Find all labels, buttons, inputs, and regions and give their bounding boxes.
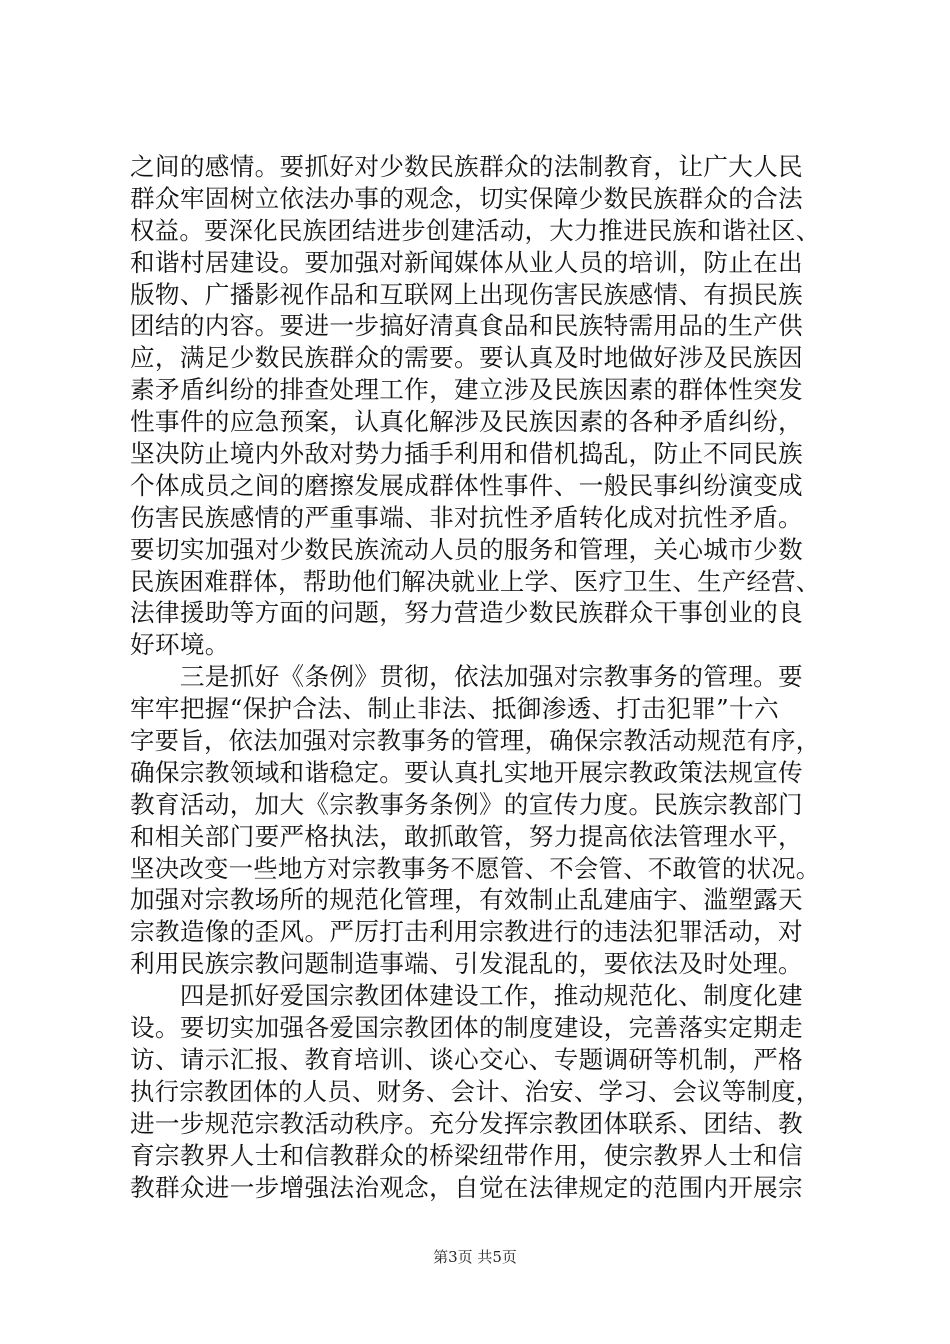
text-line: 和谐村居建设。要加强对新闻媒体从业人员的培训，防止在出	[130, 247, 803, 277]
text-line: 群众牢固树立依法办事的观念，切实保障少数民族群众的合法	[130, 183, 803, 213]
text-line: 个体成员之间的磨擦发展成群体性事件、一般民事纠纷演变成	[130, 470, 803, 500]
text-line: 应，满足少数民族群众的需要。要认真及时地做好涉及民族因	[130, 343, 803, 373]
text-line: 权益。要深化民族团结进步创建活动，大力推进民族和谐社区、	[130, 215, 821, 245]
text-line: 版物、广播影视作品和互联网上出现伤害民族感情、有损民族	[130, 279, 803, 309]
text-line: 教群众进一步增强法治观念，自觉在法律规定的范围内开展宗	[130, 1172, 803, 1202]
text-line: 进一步规范宗教活动秩序。充分发挥宗教团体联系、团结、教	[130, 1108, 803, 1138]
text-line: 执行宗教团体的人员、财务、会计、治安、学习、会议等制度，	[130, 1076, 821, 1106]
text-line: 教育活动，加大《宗教事务条例》的宣传力度。民族宗教部门	[130, 789, 803, 819]
text-line: 伤害民族感情的严重事端、非对抗性矛盾转化成对抗性矛盾。	[130, 502, 803, 532]
text-line: 确保宗教领域和谐稳定。要认真扎实地开展宗教政策法规宣传	[130, 757, 803, 787]
page-number-footer: 第3页 共5页	[433, 1248, 517, 1266]
text-line: 民族困难群体，帮助他们解决就业上学、医疗卫生、生产经营、	[130, 566, 821, 596]
text-line: 牢牢把握“保护合法、制止非法、抵御渗透、打击犯罪”十六	[130, 694, 779, 724]
text-line: 四是抓好爱国宗教团体建设工作，推动规范化、制度化建	[130, 981, 803, 1011]
text-line: 三是抓好《条例》贯彻，依法加强对宗教事务的管理。要	[130, 662, 803, 692]
document-body	[130, 151, 830, 1203]
text-line: 访、请示汇报、教育培训、谈心交心、专题调研等机制，严格	[130, 1044, 803, 1074]
text-line: 加强对宗教场所的规范化管理，有效制止乱建庙宇、滥塑露天	[130, 885, 803, 915]
text-line: 好环境。	[130, 630, 230, 660]
text-line: 法律援助等方面的问题，努力营造少数民族群众干事创业的良	[130, 598, 803, 628]
text-line: 设。要切实加强各爱国宗教团体的制度建设，完善落实定期走	[130, 1013, 803, 1043]
text-line: 性事件的应急预案，认真化解涉及民族因素的各种矛盾纠纷，	[130, 407, 803, 437]
text-line: 育宗教界人士和信教群众的桥梁纽带作用，使宗教界人士和信	[130, 1140, 803, 1170]
text-line: 之间的感情。要抓好对少数民族群众的法制教育，让广大人民	[130, 152, 803, 181]
text-line: 利用民族宗教问题制造事端、引发混乱的，要依法及时处理。	[130, 949, 803, 979]
text-line: 和相关部门要严格执法，敢抓敢管，努力提高依法管理水平，	[130, 821, 803, 851]
text-line: 字要旨，依法加强对宗教事务的管理，确保宗教活动规范有序，	[130, 726, 821, 756]
text-line: 素矛盾纠纷的排查处理工作，建立涉及民族因素的群体性突发	[130, 375, 803, 405]
text-line: 团结的内容。要进一步搞好清真食品和民族特需用品的生产供	[130, 311, 803, 341]
text-line: 坚决改变一些地方对宗教事务不愿管、不会管、不敢管的状况。	[130, 853, 821, 883]
text-line: 坚决防止境内外敌对势力插手利用和借机捣乱，防止不同民族	[130, 439, 803, 469]
text-line: 要切实加强对少数民族流动人员的服务和管理，关心城市少数	[130, 534, 803, 564]
text-line: 宗教造像的歪风。严厉打击利用宗教进行的违法犯罪活动，对	[130, 917, 803, 947]
